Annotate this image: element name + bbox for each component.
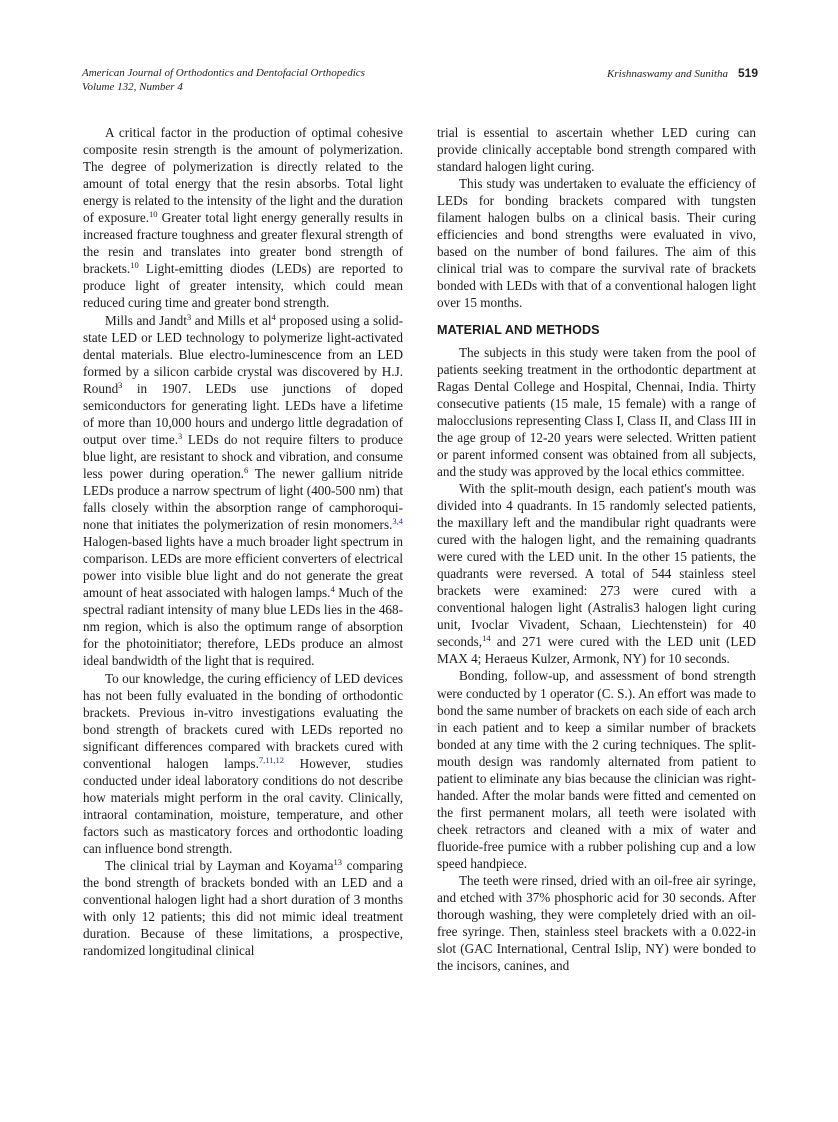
text: Much of the spectral radiant intensity of many blue LEDs lies in the 468-nm region, which is also the optimum range of absorption for the photoinitiator; therefore, LEDs produce an almost ideal bandwidth of the light that is required. xyxy=(83,585,403,669)
citation[interactable]: 14 xyxy=(482,633,491,644)
left-column xyxy=(83,124,403,959)
text: The newer gallium nitride LEDs produce a narrow spectrum of light (400-500 nm) that falls closely within the absorption range of camphoroquinone that initiates the polymerization of resin monomers. xyxy=(83,465,404,533)
text: However, studies conducted under ideal laboratory conditions do not describe how materials might perform in the oral cavity. Clinically, intraoral contamination, moisture, temperature, and other factors such as masticatory forces and orthodontic loading can influence bond strength. xyxy=(83,755,403,856)
text: Halogen-based lights have a much broader light spectrum in comparison. LEDs are more efficient converters of electrical power into visible blue light and do not generate the great amount of heat associated with halogen lamps. xyxy=(83,534,403,601)
text: in 1907. LEDs use junctions of doped semiconductors for generating light. LEDs have a lifetime of more than 10,000 hours and undergo little degradation of output over time. xyxy=(83,380,403,447)
text: LEDs do not require filters to produce blue light, are resistant to shock and vibration, and consume less power during operation. xyxy=(83,431,404,481)
citation[interactable]: 4 xyxy=(271,311,276,322)
citation[interactable]: 6 xyxy=(243,464,249,475)
paragraph-aim: This study was undertaken to evaluate the efficiency of LEDs for bonding brackets compared with tungsten filament halogen bulbs on a clinical basis. Their curing efficiencies and bond strengths were evaluated in vivo, based on the number of bond failures. The aim of this clinical trial was to compare the survival rate of brackets bonded with LEDs with that of a conventional halogen light over 15 months. xyxy=(437,176,756,311)
paragraph-intro-continued: trial is essential to ascertain whether LED curing can provide clinically acceptable bond strength compared with standard halogen light curing. xyxy=(437,125,756,175)
citation[interactable]: 4 xyxy=(330,584,335,595)
text: Mills and Jandt xyxy=(105,312,187,328)
text: Greater total light energy generally results in increased fracture toughness and greater flexural strength of the resin and translates into greater bond strength of brackets. xyxy=(83,210,403,277)
paragraph-subjects: The subjects in this study were taken from the pool of patients seeking treatment in the orthodontic department at Ragas Dental College and Hospital, Chennai, India. Thirty consecutive patients (15 male, 15 female) with a range of malocclusions representing Class I, Class II, and Class III in the age group of 12-20 years were selected. Written patient or parent informed consent was obtained from all subjects, and the study was approved by the local ethics committee. xyxy=(437,344,756,479)
citation[interactable]: 10 xyxy=(130,260,139,271)
page-number: 519 xyxy=(737,66,758,80)
running-authors: Krishnaswamy and Sunitha xyxy=(606,68,728,80)
journal-title: American Journal of Orthodontics and Dentofacial Orthopedics xyxy=(82,67,365,79)
citation[interactable]: 3,4 xyxy=(392,516,403,527)
paragraph-intro-1 xyxy=(83,124,403,312)
journal-info xyxy=(82,66,365,94)
journal-volume: Volume 132, Number 4 xyxy=(82,81,183,93)
text: The clinical trial by Layman and Koyama xyxy=(105,858,334,874)
paragraph-split-mouth xyxy=(437,480,756,668)
section-heading-methods: MATERIAL AND METHODS xyxy=(437,322,600,337)
text: To our knowledge, the curing efficiency of LED devices has not been fully evaluated in the bonding of orthodontic brackets. Previous in-vitro investigations evaluating the bond strength of brackets cured with LEDs reported no significant differences compared with brackets cured with conventional halogen lamps. xyxy=(83,670,403,771)
text: With the split-mouth design, each patient's mouth was divided into 4 quadrants. In 15 randomly selected patients, the maxillary left and the mandibular right quadrants were cured with the halogen light, and the remaining quadrants were cured with the LED unit. In the other 15 patients, the quadrants were reversed. A total of 544 stainless steel brackets were examined: 273 were cured with a conventional halogen light (Astralis3 halogen light curing unit, Ivoclar Vivadent, Schaan, Liechtenstein) for 40 seconds, xyxy=(437,480,756,650)
text: A critical factor in the production of optimal cohesive composite resin strength is the amount of polymerization. The degree of polymerization is directly related to the amount of total energy that the resin absorbs. Total light energy is related to the intensity of the light and the duration of exposure. xyxy=(83,125,403,226)
paragraph-bonding: Bonding, follow-up, and assessment of bond strength were conducted by 1 operator (C. S.). An effort was made to bond the same number of brackets on each side of each arch in each patient and to keep a similar number of brackets bonded at any time with the 2 curing techniques. The split-mouth design was randomly alternated from patient to patient to eliminate any bias because the clinician was right-handed. After the molar bands were fitted and cemented on the first permanent molars, all teeth were isolated with cheek retractors and cleaned with a mix of water and fluoride-free pumice with a rubber polishing cup and a low speed handpiece. xyxy=(437,668,756,871)
citation[interactable]: 7,11,12 xyxy=(258,754,285,765)
citation[interactable]: 10 xyxy=(149,209,158,220)
text: comparing the bond strength of brackets bonded with an LED and a conventional halogen light had a short duration of 3 months with only 12 patients; this did not mimic ideal treatment duration. Because of these limitations, a prospective, randomized longitudinal clinical xyxy=(83,858,403,959)
citation[interactable]: 3 xyxy=(118,379,123,390)
citation[interactable]: 13 xyxy=(333,857,342,868)
author-page xyxy=(607,66,758,81)
paragraph-etching: The teeth were rinsed, dried with an oil-free air syringe, and etched with 37% phosphoric acid for 30 seconds. After thorough washing, they were completely dried with an oil-free syringe. Then, stainless steel brackets with a 0.022-in slot (GAC International, Central Islip, NY) were bonded to the incisors, canines, and xyxy=(437,873,756,974)
citation[interactable]: 3 xyxy=(178,430,183,441)
right-column xyxy=(437,124,756,974)
citation[interactable]: 3 xyxy=(186,311,192,322)
text: and Mills et al xyxy=(191,312,272,328)
text: Light-emitting diodes (LEDs) are reported to produce light of greater intensity, which could mean reduced curing time and greater bond strength. xyxy=(83,261,403,311)
paragraph-intro-2 xyxy=(83,312,403,670)
paragraph-intro-3 xyxy=(83,670,403,858)
text: proposed using a solid-state LED or LED technology to polymerize light-activated dental materials. Blue electro-luminescence from an LED formed by a silicon carbide crystal was discovered by H.J. Round xyxy=(83,312,403,396)
paragraph-intro-4 xyxy=(83,857,403,959)
text: and 271 were cured with the LED unit (LED MAX 4; Heraeus Kulzer, Armonk, NY) for 10 seconds. xyxy=(437,634,756,667)
